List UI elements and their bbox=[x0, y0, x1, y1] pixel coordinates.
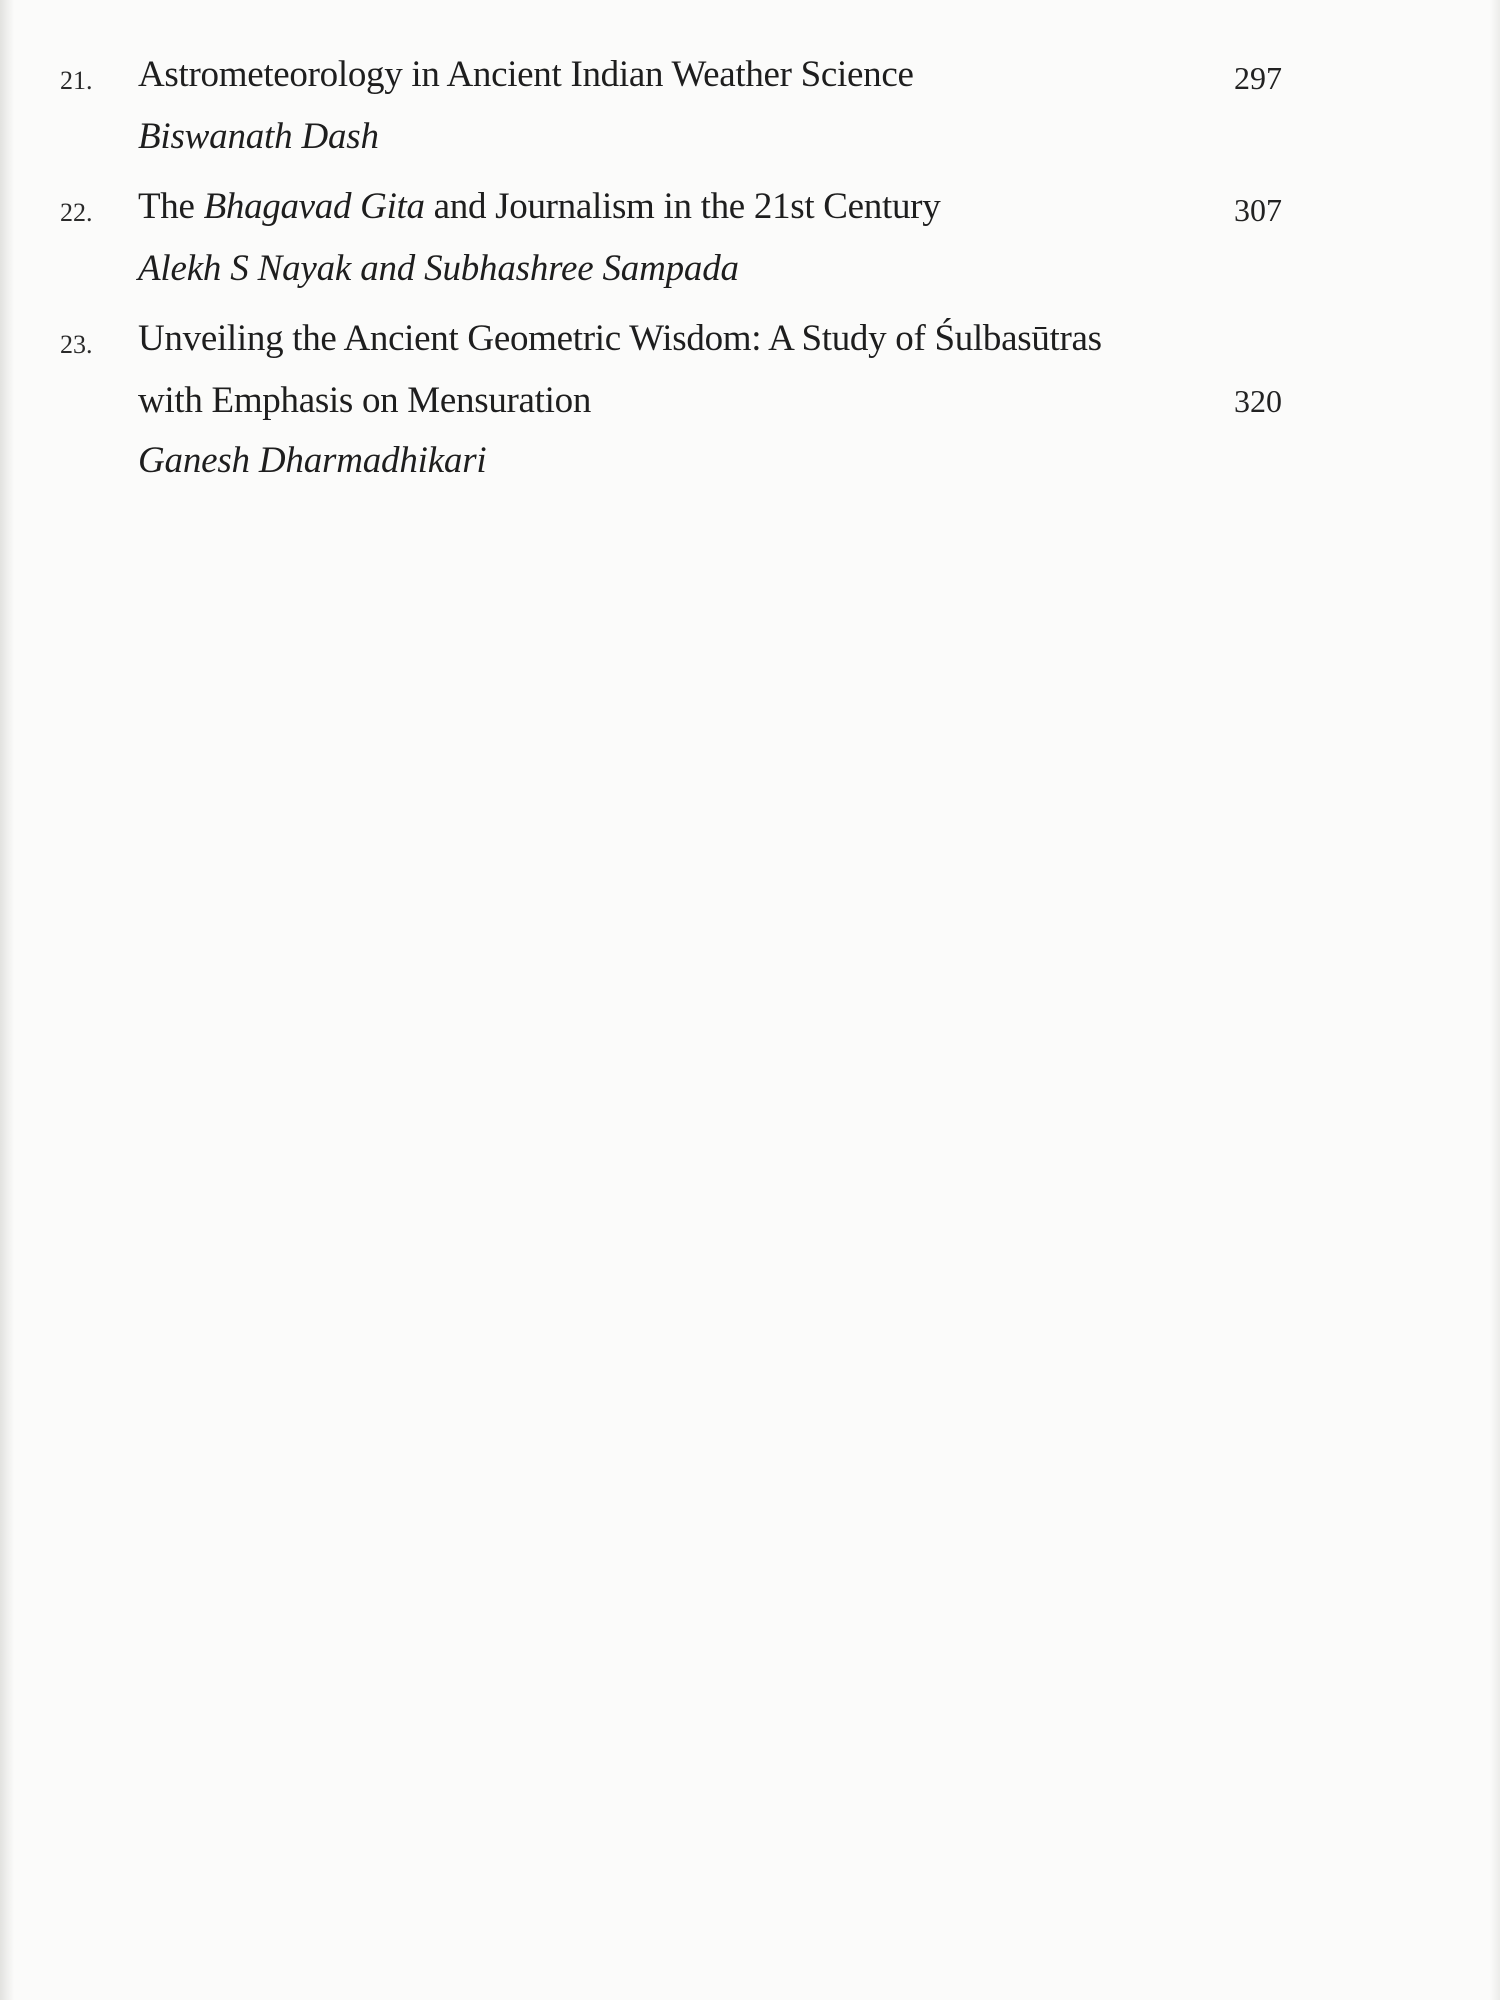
entry-page-number: 320 bbox=[1234, 383, 1282, 419]
entry-title: Astrometeorology in Ancient Indian Weather Science bbox=[138, 54, 914, 95]
entry-author: Ganesh Dharmadhikari bbox=[138, 440, 487, 481]
entry-title bbox=[138, 188, 940, 225]
entry-title-line-2: with Emphasis on Mensuration bbox=[138, 380, 592, 421]
title-segment: and Journalism in the 21st Century bbox=[424, 186, 941, 227]
entry-number: 23. bbox=[60, 330, 93, 359]
entry-page-number: 297 bbox=[1234, 60, 1282, 96]
entry-number: 22. bbox=[60, 198, 93, 227]
page-edge-shadow-right bbox=[1490, 0, 1500, 2000]
entry-title-line-1: Unveiling the Ancient Geometric Wisdom: A Study of Śulbasūtras bbox=[138, 318, 1102, 359]
entry-page-number: 307 bbox=[1234, 192, 1282, 228]
page-edge-shadow bbox=[0, 0, 14, 2000]
entry-author: Biswanath Dash bbox=[138, 116, 379, 157]
title-segment-italic: Bhagavad Gita bbox=[203, 186, 425, 227]
title-segment: The bbox=[138, 186, 204, 227]
entry-number: 21. bbox=[60, 66, 93, 95]
entry-author: Alekh S Nayak and Subhashree Sampada bbox=[138, 248, 739, 289]
